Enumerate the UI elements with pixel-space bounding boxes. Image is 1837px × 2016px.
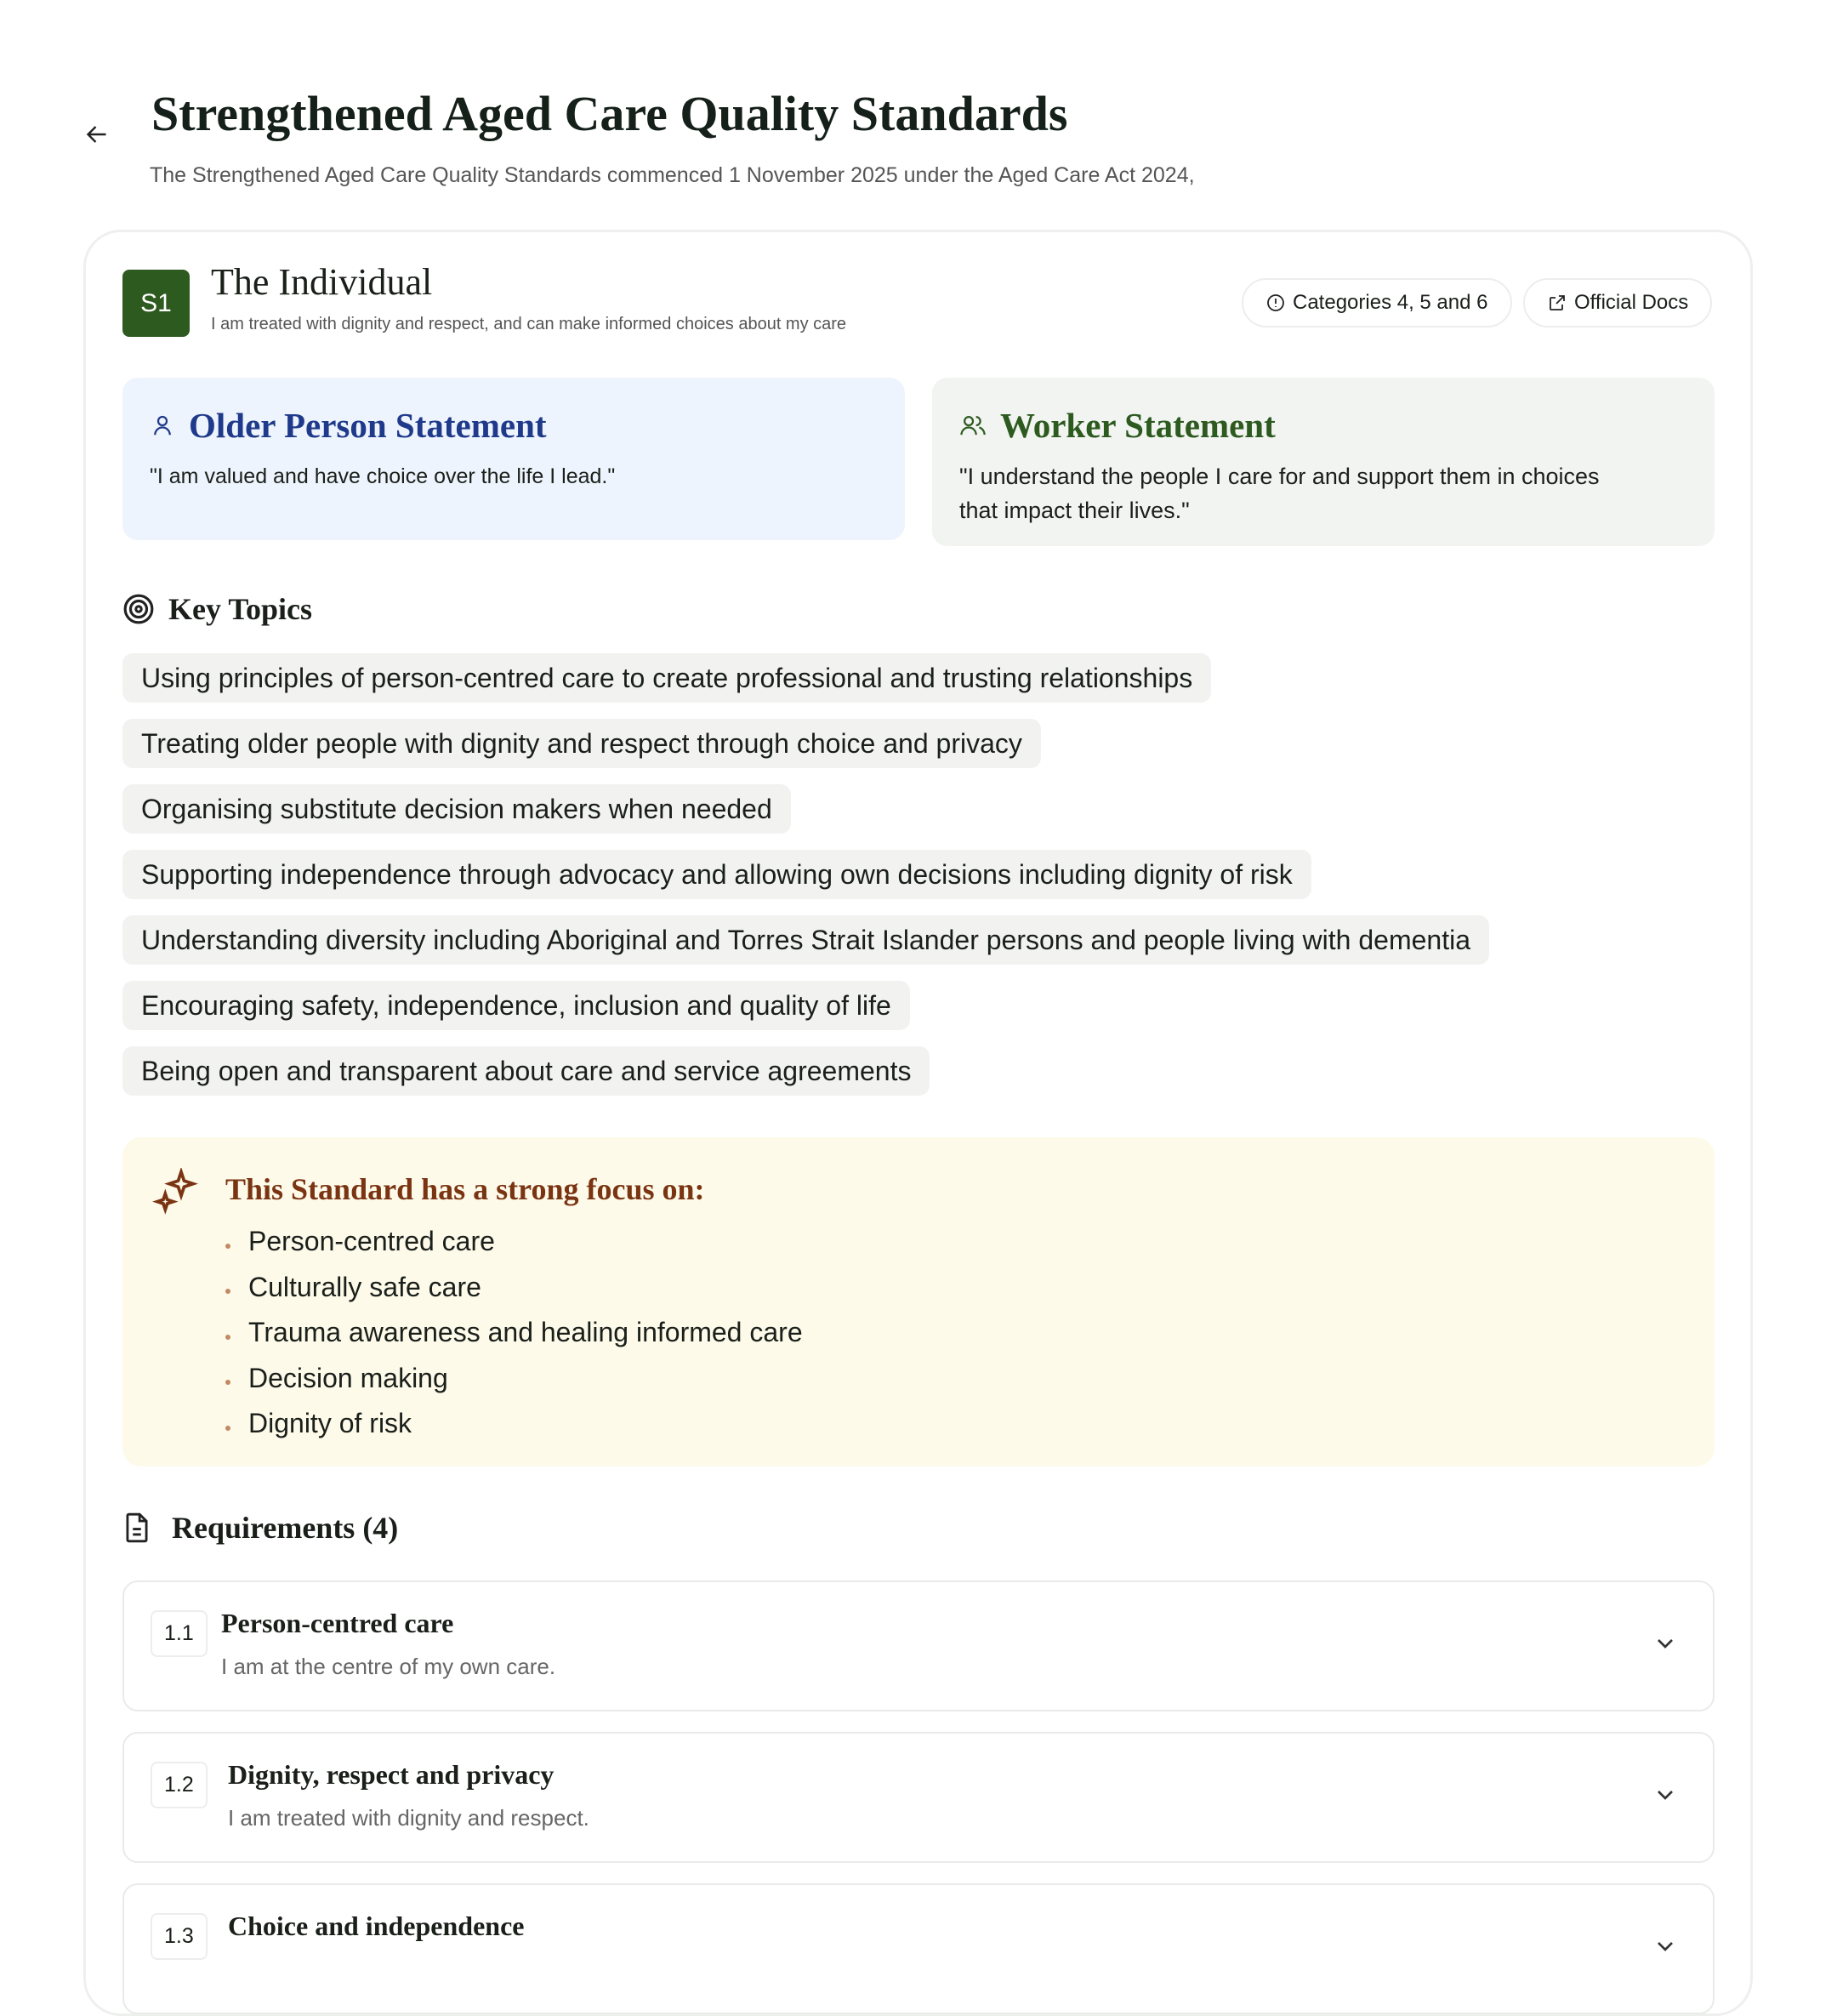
worker-statement — [932, 378, 1715, 546]
users-icon — [959, 413, 987, 438]
topic-chip: Organising substitute decision makers when needed — [122, 784, 791, 834]
standard-subtitle: I am treated with dignity and respect, and can make informed choices about my care — [211, 315, 847, 333]
requirement-subtitle: I am treated with dignity and respect. — [228, 1805, 589, 1831]
requirement-item[interactable] — [122, 1580, 1715, 1711]
focus-panel — [122, 1137, 1715, 1466]
key-topics-heading — [122, 591, 312, 627]
user-icon — [150, 413, 175, 438]
topic-chip: Being open and transparent about care and service agreements — [122, 1046, 930, 1096]
chevron-down-icon[interactable] — [1652, 1781, 1679, 1808]
requirement-subtitle: I am at the centre of my own care. — [221, 1654, 556, 1679]
older-person-heading: Older Person Statement — [189, 406, 547, 445]
older-person-statement — [122, 378, 905, 540]
chevron-down-icon[interactable] — [1652, 1630, 1679, 1657]
page-title: Strengthened Aged Care Quality Standards — [151, 86, 1068, 141]
topic-chip: Supporting independence through advocacy and allowing own decisions including dignity of risk — [122, 850, 1311, 899]
focus-item: Dignity of risk — [225, 1401, 803, 1447]
back-arrow-icon[interactable] — [82, 119, 112, 150]
older-person-quote: "I am valued and have choice over the life I lead." — [150, 464, 616, 488]
page-subtitle: The Strengthened Aged Care Quality Standards commenced 1 November 2025 under the Aged Care Act 2024, — [150, 163, 1195, 187]
requirement-number: 1.1 — [151, 1610, 208, 1657]
official-docs-label: Official Docs — [1574, 291, 1689, 314]
requirement-item[interactable] — [122, 1883, 1715, 2014]
standard-badge: S1 — [122, 270, 190, 337]
requirement-title: Person-centred care — [221, 1608, 454, 1638]
categories-button[interactable] — [1242, 278, 1512, 327]
focus-item: Culturally safe care — [225, 1265, 803, 1311]
official-docs-button[interactable] — [1523, 278, 1712, 327]
sparkles-icon — [151, 1168, 199, 1216]
topic-chip: Understanding diversity including Aboriginal and Torres Strait Islander persons and people living with dementia — [122, 915, 1489, 965]
requirement-title: Dignity, respect and privacy — [228, 1759, 555, 1790]
topic-chip: Using principles of person-centred care to create professional and trusting relationships — [122, 653, 1211, 703]
topic-chip: Treating older people with dignity and respect through choice and privacy — [122, 719, 1041, 768]
requirements-label: Requirements (4) — [172, 1511, 399, 1545]
categories-label: Categories 4, 5 and 6 — [1293, 291, 1488, 314]
external-link-icon — [1547, 293, 1567, 313]
key-topics-list — [122, 653, 1489, 1112]
focus-item: Trauma awareness and healing informed care — [225, 1310, 803, 1356]
worker-quote: "I understand the people I care for and support them in choices that impact their lives." — [959, 464, 1600, 523]
info-icon — [1265, 293, 1286, 313]
focus-heading: This Standard has a strong focus on: — [225, 1172, 705, 1206]
topic-chip: Encouraging safety, independence, inclusion and quality of life — [122, 981, 910, 1030]
requirement-number: 1.3 — [151, 1913, 208, 1960]
document-icon — [122, 1512, 151, 1544]
requirement-item[interactable] — [122, 1732, 1715, 1863]
worker-heading: Worker Statement — [1000, 406, 1276, 445]
focus-item: Decision making — [225, 1356, 803, 1402]
requirements-heading — [122, 1510, 398, 1546]
requirement-title: Choice and independence — [228, 1911, 525, 1941]
chevron-down-icon[interactable] — [1652, 1933, 1679, 1960]
standard-title: The Individual — [211, 261, 433, 303]
key-topics-label: Key Topics — [168, 592, 313, 626]
focus-item: Person-centred care — [225, 1219, 803, 1265]
target-icon — [122, 593, 155, 625]
requirement-number: 1.2 — [151, 1762, 208, 1808]
